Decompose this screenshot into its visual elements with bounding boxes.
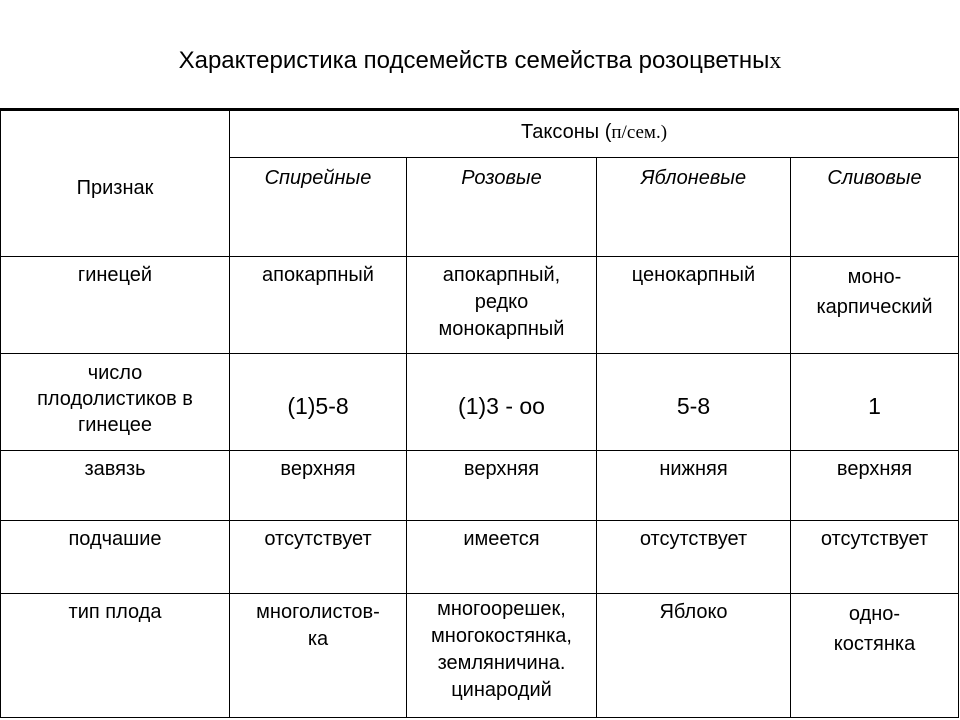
cell-line: (1)3 - оо (458, 392, 545, 419)
page-title (0, 46, 960, 76)
cell-line: 5-8 (676, 392, 711, 419)
table-row-carpel-count (1, 354, 959, 451)
table-cell (230, 521, 407, 594)
cell-line: верхняя (280, 458, 356, 480)
table-cell (230, 451, 407, 521)
cell-line: плодолистиков в (37, 388, 193, 410)
cell-line: гинецей (77, 264, 153, 286)
cell-line: многоорешек, (437, 598, 566, 620)
table-cell (407, 594, 597, 718)
characteristics-table (0, 108, 959, 718)
table-cell (230, 257, 407, 354)
header-cell-taxa (230, 110, 959, 158)
cell-line: 1 (868, 392, 881, 419)
cell-line: Яблоко (659, 601, 728, 623)
cell-line: цинародий (451, 679, 552, 701)
cell-line: ка (307, 628, 329, 650)
column-header-yablonevye: Яблоневые (597, 158, 791, 257)
cell-line: (1)5-8 (287, 392, 349, 419)
cell-line: отсутствует (820, 528, 929, 550)
header-row-taxa (1, 110, 959, 158)
cell-line: монокарпный (438, 318, 565, 340)
row-label (1, 451, 230, 521)
title-tail: х (769, 48, 782, 74)
row-label (1, 354, 230, 451)
cell-line: завязь (84, 458, 146, 480)
table-cell (597, 594, 791, 718)
cell-line: одно- (848, 603, 901, 625)
cell-line: число (87, 362, 143, 384)
table-row-gynoecium (1, 257, 959, 354)
cell-line: ценокарпный (631, 264, 756, 286)
table-cell (407, 354, 597, 451)
cell-line: многолистов- (256, 601, 380, 623)
table-cell (791, 354, 959, 451)
column-header-slivovye: Сливовые (791, 158, 959, 257)
cell-line: гинецее (77, 414, 153, 436)
row-label (1, 594, 230, 718)
cell-line: отсутствует (264, 528, 372, 550)
table-cell (791, 451, 959, 521)
cell-line: земляничина. (437, 652, 566, 674)
table-row-ovary (1, 451, 959, 521)
table-row-hypanthium (1, 521, 959, 594)
table-cell (791, 594, 959, 718)
cell-line: отсутствует (639, 528, 748, 550)
table-cell (597, 521, 791, 594)
table-cell (791, 257, 959, 354)
cell-line: имеется (463, 528, 540, 550)
cell-line: тип плода (68, 601, 162, 623)
cell-line: верхняя (463, 458, 540, 480)
title-text: Характеристика подсемейств семейства розоцветны (178, 47, 770, 74)
table-cell (407, 257, 597, 354)
table-cell (230, 594, 407, 718)
table-cell (597, 354, 791, 451)
cell-line: редко (474, 291, 529, 313)
cell-line: верхняя (836, 458, 913, 480)
row-label (1, 521, 230, 594)
table-row-fruit-type (1, 594, 959, 718)
table-cell (597, 257, 791, 354)
cell-line: апокарпный, (442, 264, 561, 286)
cell-line: карпический (816, 296, 933, 318)
header-cell-priznak: Признак (1, 110, 230, 257)
table-cell (791, 521, 959, 594)
cell-line: нижняя (659, 458, 728, 480)
table-cell (407, 451, 597, 521)
cell-line: подчашие (68, 528, 162, 550)
table-cell (597, 451, 791, 521)
column-header-spireinye: Спирейные (230, 158, 407, 257)
cell-line: многокостянка, (431, 625, 572, 647)
column-header-rozovye: Розовые (407, 158, 597, 257)
cell-line: костянка (833, 633, 916, 655)
table-cell (407, 521, 597, 594)
taxa-header-text: Таксоны ( (520, 121, 612, 143)
cell-line: моно- (847, 266, 902, 288)
row-label (1, 257, 230, 354)
table-cell (230, 354, 407, 451)
cell-line: апокарпный (262, 264, 374, 286)
taxa-header-abbr: п/сем.) (611, 122, 668, 143)
